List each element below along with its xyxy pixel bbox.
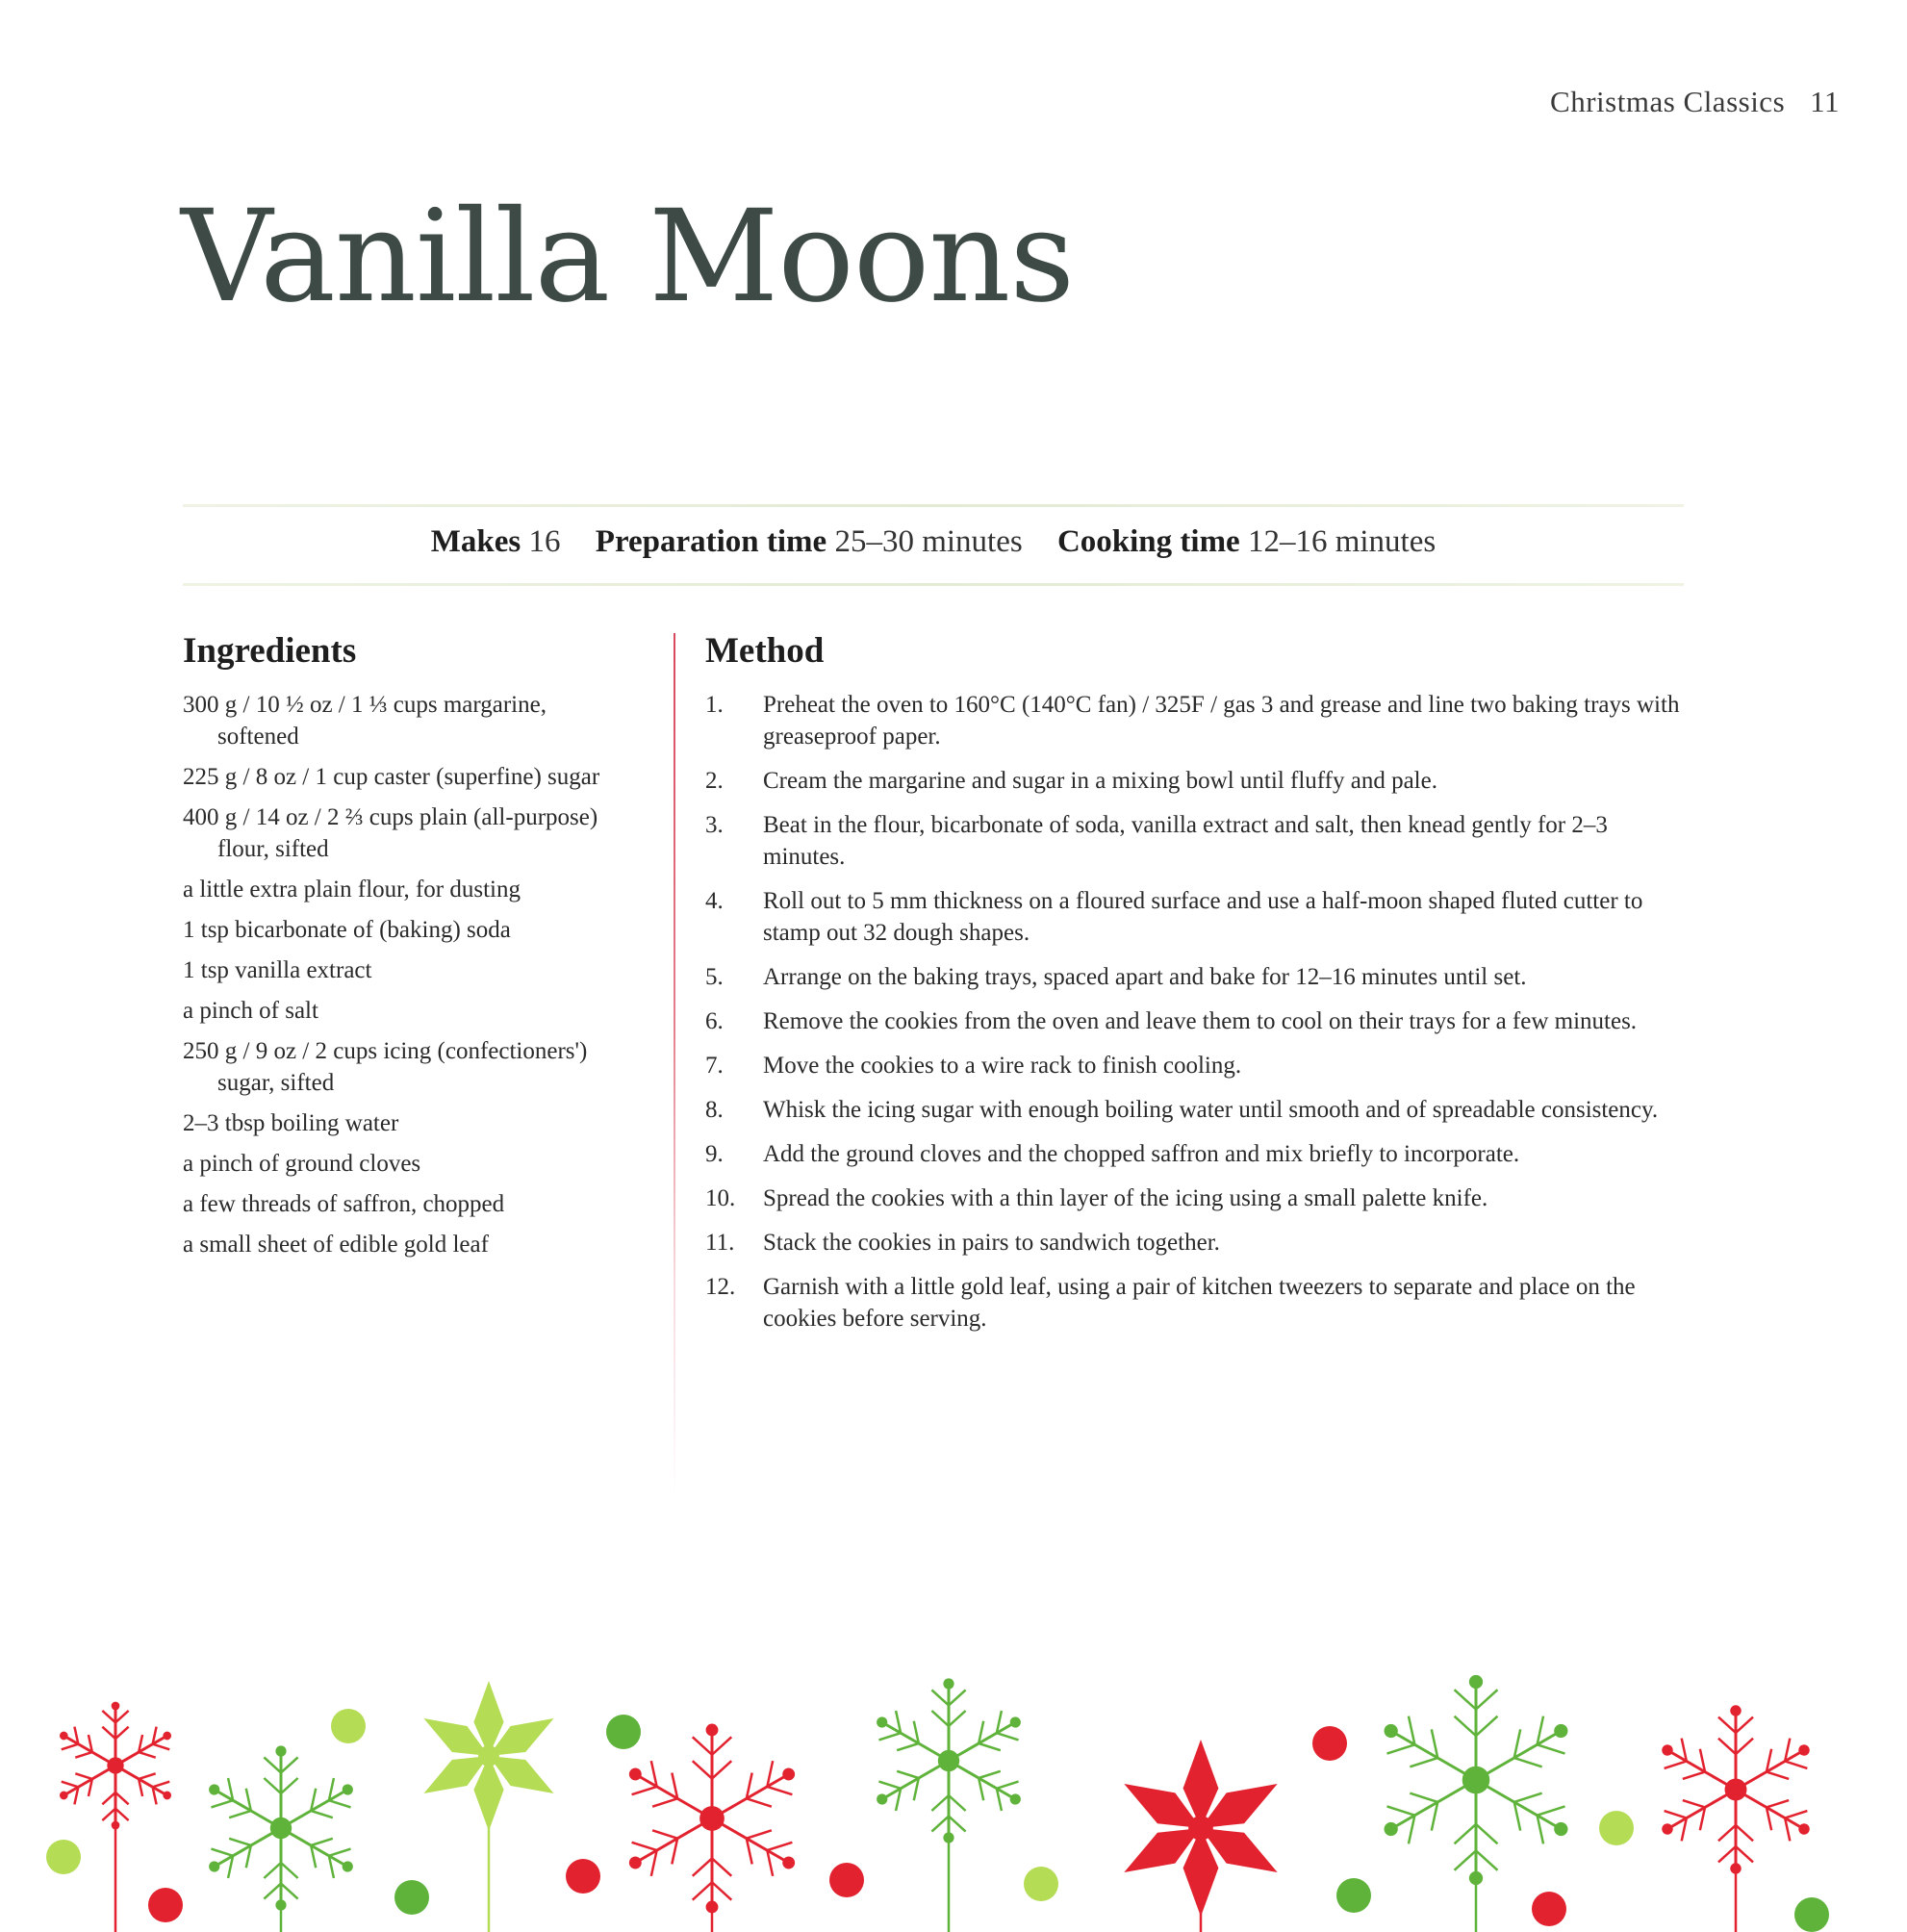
dot-decoration: [1336, 1878, 1371, 1913]
recipe-title: Vanilla Moons: [181, 183, 1075, 331]
method-list: [705, 689, 1687, 1347]
ingredient-item: a pinch of ground cloves: [183, 1151, 421, 1177]
step-number: 12.: [705, 1274, 736, 1300]
ingredient-item: 250 g / 9 oz / 2 cups icing (confectioners') sugar, sifted: [183, 1038, 588, 1096]
dot-decoration: [1794, 1897, 1829, 1932]
ingredient-item: 225 g / 8 oz / 1 cup caster (superfine) sugar: [183, 764, 600, 790]
method-step: [705, 689, 1687, 752]
ingredients-heading: Ingredients: [183, 631, 357, 671]
step-text: Arrange on the baking trays, spaced apart and bake for 12–16 minutes until set.: [763, 964, 1527, 990]
running-header: [1550, 85, 1840, 119]
dot-decoration: [829, 1863, 864, 1897]
preparation-time: [596, 524, 1023, 559]
dot-decoration: [1599, 1811, 1634, 1845]
ingredient-item: 1 tsp bicarbonate of (baking) soda: [183, 917, 511, 943]
step-number: 1.: [705, 692, 724, 718]
method-step: [705, 885, 1687, 949]
prep-label: Preparation time: [595, 524, 827, 559]
step-number: 5.: [705, 964, 724, 990]
method-step: [705, 809, 1687, 873]
method-step: [705, 1271, 1687, 1335]
dot-decoration: [1024, 1867, 1058, 1901]
method-step: [705, 1182, 1687, 1214]
page-number: 11: [1810, 85, 1840, 118]
ingredient-item: a small sheet of edible gold leaf: [183, 1232, 489, 1258]
ingredient-item: a little extra plain flour, for dusting: [183, 877, 521, 902]
step-number: 9.: [705, 1141, 724, 1167]
dot-decoration: [331, 1709, 366, 1743]
step-text: Stack the cookies in pairs to sandwich together.: [763, 1230, 1220, 1256]
dot-decoration: [566, 1859, 600, 1894]
step-text: Preheat the oven to 160°C (140°C fan) / 325F / gas 3 and grease and line two baking trays with greaseproof paper.: [763, 692, 1680, 750]
method-step: [705, 1094, 1687, 1126]
makes-label: Makes: [430, 524, 521, 559]
step-text: Beat in the flour, bicarbonate of soda, vanilla extract and salt, then knead gently for 2–3 minutes.: [763, 812, 1608, 870]
section-title: Christmas Classics: [1550, 85, 1786, 118]
method-step: [705, 1050, 1687, 1081]
ingredient-item: 400 g / 14 oz / 2 ⅔ cups plain (all-purpose) flour, sifted: [183, 804, 598, 862]
step-number: 2.: [705, 768, 724, 794]
bottom-rule: [183, 583, 1684, 586]
method-step: [705, 765, 1687, 797]
ingredient-item: 2–3 tbsp boiling water: [183, 1110, 399, 1136]
cook-value: 12–16 minutes: [1247, 524, 1437, 559]
recipe-meta: [183, 524, 1684, 560]
makes: [431, 524, 561, 559]
step-text: Garnish with a little gold leaf, using a pair of kitchen tweezers to separate and place on the cookies before serving.: [763, 1274, 1636, 1332]
cook-label: Cooking time: [1056, 524, 1240, 559]
method-step: [705, 1005, 1687, 1037]
step-number: 11.: [705, 1230, 735, 1256]
step-text: Roll out to 5 mm thickness on a floured surface and use a half-moon shaped fluted cutter to stamp out 32 dough shapes.: [763, 888, 1643, 946]
step-number: 6.: [705, 1008, 724, 1034]
ingredient-item: a pinch of salt: [183, 998, 318, 1024]
dot-decoration: [46, 1840, 81, 1874]
method-step: [705, 1138, 1687, 1170]
dot-decoration: [606, 1715, 641, 1749]
snowflake-icon: [621, 1724, 804, 1932]
dot-decoration: [1312, 1726, 1347, 1761]
snowflake-icon: [417, 1681, 562, 1932]
step-number: 7.: [705, 1053, 724, 1079]
ingredient-item: a few threads of saffron, chopped: [183, 1191, 505, 1217]
ingredient-item: 1 tsp vanilla extract: [183, 957, 372, 983]
makes-value: 16: [528, 524, 561, 559]
snowflake-icon: [1654, 1705, 1818, 1932]
column-divider: [674, 633, 675, 1499]
step-text: Spread the cookies with a thin layer of the icing using a small palette knife.: [763, 1185, 1488, 1211]
cooking-time: [1057, 524, 1436, 559]
dot-decoration: [394, 1880, 429, 1915]
top-rule: [183, 504, 1684, 507]
step-number: 10.: [705, 1185, 736, 1211]
step-text: Whisk the icing sugar with enough boiling water until smooth and of spreadable consistency.: [763, 1097, 1659, 1123]
step-text: Cream the margarine and sugar in a mixing bowl until fluffy and pale.: [763, 768, 1437, 794]
step-text: Remove the cookies from the oven and leave them to cool on their trays for a few minutes.: [763, 1008, 1638, 1034]
ingredient-item: 300 g / 10 ½ oz / 1 ⅓ cups margarine, softened: [183, 692, 547, 750]
method-step: [705, 1227, 1687, 1258]
ingredients-list: [183, 689, 625, 1269]
snowflake-icon: [1115, 1740, 1286, 1932]
step-text: Add the ground cloves and the chopped saffron and mix briefly to incorporate.: [763, 1141, 1520, 1167]
snowflake-border-illustration: [0, 1674, 1907, 1932]
step-text: Move the cookies to a wire rack to finish cooling.: [763, 1053, 1242, 1079]
step-number: 3.: [705, 812, 724, 838]
dot-decoration: [148, 1888, 183, 1922]
method-heading: Method: [705, 631, 825, 671]
dot-decoration: [1532, 1892, 1566, 1926]
step-number: 8.: [705, 1097, 724, 1123]
step-number: 4.: [705, 888, 724, 914]
method-step: [705, 961, 1687, 993]
snowflake-icon: [869, 1678, 1029, 1932]
snowflake-icon: [201, 1745, 361, 1932]
prep-value: 25–30 minutes: [834, 524, 1023, 559]
